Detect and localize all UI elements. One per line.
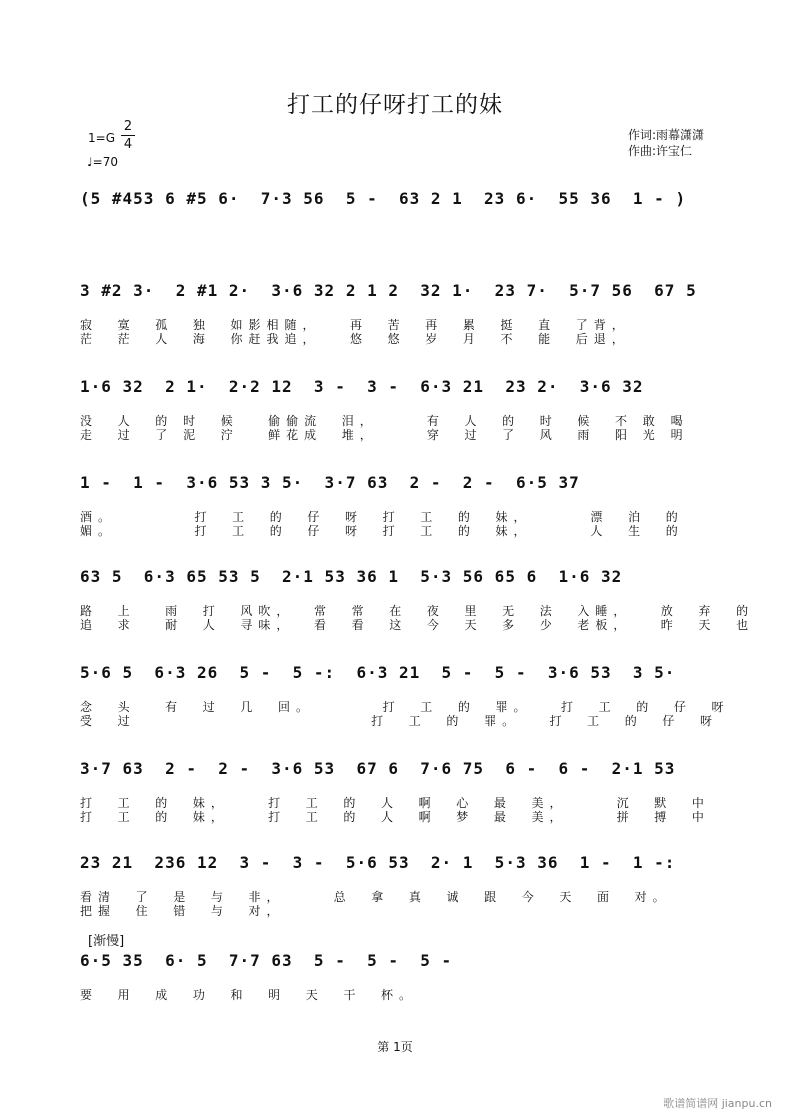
- lyric-line: 走 过 了 泥 泞 鲜花成 堆， 穿 过 了 风 雨 阳 光 明: [80, 428, 689, 442]
- time-signature: [121, 118, 135, 153]
- score-row: [80, 940, 730, 1002]
- notation-line: 1·6 32 2 1· 2·2 12 3 - 3 - 6·3 21 23 2· 3·6 32: [80, 377, 644, 396]
- notation-line: 3 #2 3· 2 #1 2· 3·6 32 2 1 2 32 1· 23 7· 5·7 56 67 5: [80, 281, 697, 300]
- lyric-line: 媚。 打 工 的 仔 呀 打 工 的 妹， 人 生 的: [80, 524, 684, 538]
- tempo-change-mark: [渐慢]: [88, 934, 125, 949]
- lyric-line: 茫 茫 人 海 你赶我追， 悠 悠 岁 月 不 能 后退，: [80, 332, 630, 346]
- notation-line: 5·6 5 6·3 26 5 - 5 -: 6·3 21 5 - 5 - 3·6 53 3 5·: [80, 663, 676, 682]
- notation-line: 6·5 35 6· 5 7·7 63 5 - 5 - 5 -: [80, 951, 453, 970]
- time-signature-bottom: 4: [121, 135, 135, 153]
- score-row: [80, 178, 730, 212]
- notation-line: 23 21 236 12 3 - 3 - 5·6 53 2· 1 5·3 36 1 - 1 -:: [80, 853, 676, 872]
- lyric-line: 追 求 耐 人 寻味， 看 看 这 今 天 多 少 老板， 昨 天 也: [80, 618, 755, 632]
- song-title: 打工的仔呀打工的妹: [287, 92, 503, 118]
- notation-line: 63 5 6·3 65 53 5 2·1 53 36 1 5·3 56 65 6 1·6 32: [80, 567, 623, 586]
- score-row: [80, 462, 730, 538]
- lyric-line: 寂 寞 孤 独 如影相随， 再 苦 再 累 挺 直 了背，: [80, 318, 630, 332]
- lyric-line: 要 用 成 功 和 明 天 干 杯。: [80, 988, 418, 1002]
- lyric-line: 受 过 打 工 的 罪。 打 工 的 仔 呀: [80, 714, 719, 728]
- lyric-line: 没 人 的 时 候 偷偷流 泪， 有 人 的 时 候 不 敢 喝: [80, 414, 689, 428]
- lyricist: 作词:雨幕潇潇: [628, 128, 705, 142]
- lyric-line: 念 头 有 过 几 回。 打 工 的 罪。 打 工 的 仔 呀: [80, 700, 730, 714]
- site-watermark: 歌谱简谱网 jianpu.cn: [663, 1097, 772, 1110]
- lyric-line: 把握 住 错 与 对，: [80, 904, 285, 918]
- composer: 作曲:许宝仁: [628, 144, 693, 158]
- key-signature: 1=G: [88, 131, 115, 145]
- time-signature-top: 2: [123, 119, 133, 134]
- lyric-line: 看清 了 是 与 非， 总 拿 真 诚 跟 今 天 面 对。: [80, 890, 671, 904]
- score-row: [80, 748, 730, 824]
- notation-line: (5 #453 6 #5 6· 7·3 56 5 - 63 2 1 23 6· 55 36 1 - ): [80, 189, 687, 208]
- credits: [628, 127, 704, 159]
- notation-line: 3·7 63 2 - 2 - 3·6 53 67 6 7·6 75 6 - 6 - 2·1 53: [80, 759, 676, 778]
- score-row: [80, 842, 730, 918]
- lyric-line: 酒。 打 工 的 仔 呀 打 工 的 妹， 漂 泊 的: [80, 510, 684, 524]
- lyric-line: 打 工 的 妹， 打 工 的 人 啊 心 最 美， 沉 默 中: [80, 796, 710, 810]
- score-row: [80, 270, 730, 346]
- lyric-line: 路 上 雨 打 风吹， 常 常 在 夜 里 无 法 入睡， 放 弃 的: [80, 604, 755, 618]
- score-row: [80, 366, 730, 442]
- tempo-marking: ♩=70: [87, 155, 118, 169]
- notation-line: 1 - 1 - 3·6 53 3 5· 3·7 63 2 - 2 - 6·5 37: [80, 473, 580, 492]
- score-row: [80, 652, 730, 728]
- score-row: [80, 556, 755, 632]
- lyric-line: 打 工 的 妹， 打 工 的 人 啊 梦 最 美， 拼 搏 中: [80, 810, 710, 824]
- page-number: 第 1页: [377, 1040, 413, 1054]
